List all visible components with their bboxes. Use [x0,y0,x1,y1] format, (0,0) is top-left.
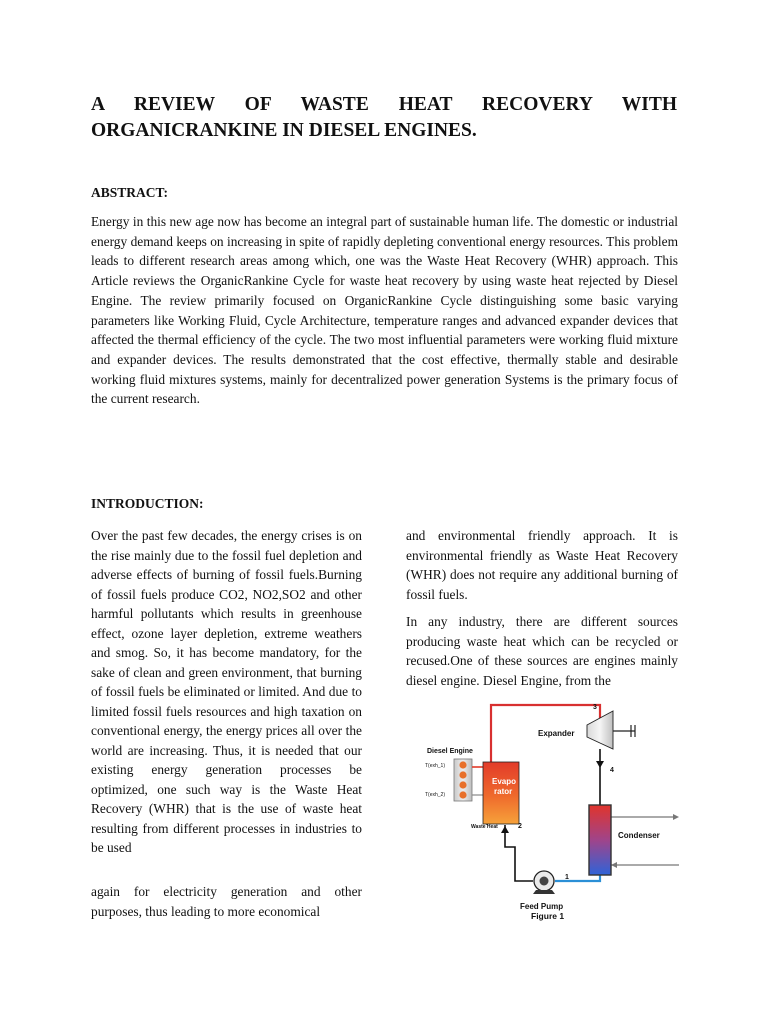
node-label-4: 4 [610,767,614,774]
label-evaporator-1: Evapo [492,777,517,786]
pump-to-evaporator-line [505,825,533,881]
intro-right-paragraph-1: and environmental friendly approach. It is environmental friendly as Waste Heat Recovery (WHR) does not require any additional burning of fossil fuels. [406,528,678,602]
label-evaporator-2: rator [494,787,513,796]
label-feed-pump: Feed Pump [520,902,564,911]
label-t-exh-1: T(exh_1) [425,763,446,769]
title-line-2: ORGANICRANKINE IN DIESEL ENGINES. [91,120,477,141]
coolant-in-arrow [611,862,617,868]
cold-liquid-line [555,875,600,881]
engine-cylinder-4 [459,791,466,798]
label-expander: Expander [538,729,575,738]
figure-caption: Figure 1 [531,911,565,921]
orc-cycle-figure [405,697,681,925]
intro-left-paragraph-1: Over the past few decades, the energy crises is on the rise mainly due to the fossil fuel depletion and adverse effects of burning of fossil fuels.Burning of fossil fuels produce CO2, NO2,SO2 and other harmful pollutants which results in greenhouse effect, ozone layer depletion, extreme weathers and smog. So, it has become mandatory, for the sake of clean and green environment, that burning of fossil fuels be eliminated or limited. And due to limited fossil fuels resources and high taxation on conventional energy, the energy prices all over the world are increasing. Thus, it is needed that our existing energy generation processes be optimized, one such way is the Waste Heat Recovery (WHR) that is the use of waste heat resulting from different processes in industries to be used [91,528,362,855]
abstract-text: Energy in this new age now has become an integral part of sustainable human life. The domestic or industrial energy demand keeps on increasing in spite of rapidly depleting conventional energy resources. This problem leads to different research areas among which, one was the Waste Heat Recovery (WHR) approach. This Article reviews the OrganicRankine Cycle for waste heat recovery by using waste heat rejected by Diesel Engine. The review primarily focused on OrganicRankine Cycle distinguishing some basic varying parameters like Working Fluid, Cycle Architecture, temperature ranges and advanced expander devices that affected the thermal efficiency of the cycle. The two most influential parameters were working fluid mixture and expander devices. The results demonstrated that the cost effective, thermally stable and desirable working fluid mixtures systems, mainly for decentralized power generation Systems is the primary focus of the current research. [91,214,678,407]
label-waste-heat: Waste Heat [471,824,498,830]
engine-cylinder-1 [459,761,466,768]
node-label-2: 2 [518,823,522,830]
coolant-out-arrow [673,814,679,820]
flow-arrow-2 [501,826,509,833]
title-line-1: A REVIEW OF WASTE HEAT RECOVERY WITH [91,94,677,115]
flow-arrow-4 [596,761,604,768]
condenser [589,805,611,875]
label-t-exh-2: T(exh_2) [425,792,446,798]
feed-pump-base [533,890,555,894]
engine-cylinder-2 [459,771,466,778]
label-diesel-engine: Diesel Engine [427,748,473,755]
node-label-3: 3 [593,704,597,711]
paper-title [91,92,677,144]
introduction-heading: INTRODUCTION: [91,496,204,511]
abstract-heading: ABSTRACT: [91,185,169,200]
intro-right-paragraph-2: In any industry, there are different sources producing waste heat which can be recycled or recused.One of these sources are engines mainly diesel engine. Diesel Engine, from the [406,614,678,688]
node-label-1: 1 [565,874,569,881]
label-condenser: Condenser [618,831,660,840]
feed-pump-impeller [540,877,549,886]
engine-cylinder-3 [459,781,466,788]
intro-left-paragraph-2: again for electricity generation and other purposes, thus leading to more economical [91,884,362,919]
